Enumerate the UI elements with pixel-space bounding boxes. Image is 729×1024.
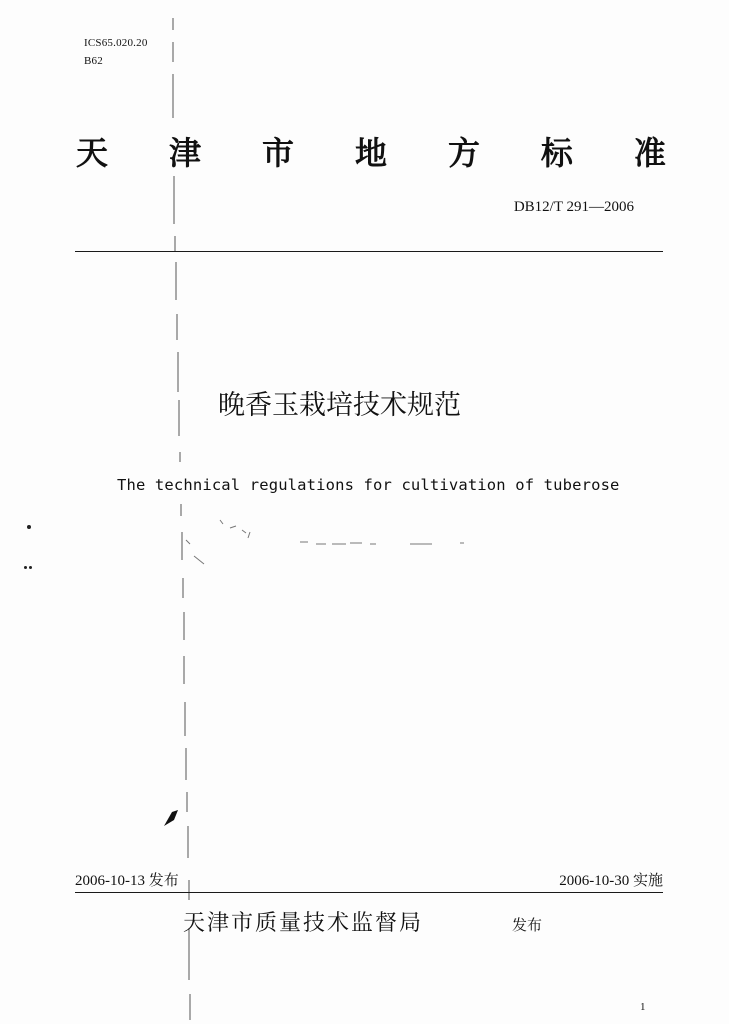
scan-speck: [27, 525, 31, 529]
document-title-cn: 晚香玉栽培技术规范: [218, 390, 461, 421]
standard-type-char: 天: [76, 134, 109, 172]
standard-type-title: [76, 132, 666, 174]
scan-speck: [29, 566, 32, 569]
ccs-code: B62: [84, 55, 103, 67]
standard-type-char: 准: [633, 134, 666, 172]
standard-type-char: 地: [354, 134, 387, 172]
issuing-authority: 天津市质量技术监督局: [183, 911, 424, 936]
header-rule: [75, 251, 663, 252]
issuing-authority-suffix: 发布: [512, 916, 543, 934]
standard-number: DB12/T 291—2006: [513, 199, 634, 215]
standard-type-char: 标: [540, 134, 573, 172]
document-title-en: The technical regulations for cultivation of tuberose: [117, 476, 620, 494]
implementation-date: 2006-10-30 实施: [559, 873, 663, 889]
standard-type-char: 方: [447, 134, 480, 172]
page-number: 1: [640, 1001, 646, 1013]
scan-speck: [24, 566, 27, 569]
scan-noise: [180, 510, 480, 570]
footer-rule: [75, 892, 663, 893]
ics-code: ICS65.020.20: [84, 37, 148, 49]
scan-smudge: [160, 806, 186, 832]
issue-date: 2006-10-13 发布: [75, 873, 179, 889]
standard-type-char: 市: [261, 134, 294, 172]
standard-type-char: 津: [168, 134, 201, 172]
